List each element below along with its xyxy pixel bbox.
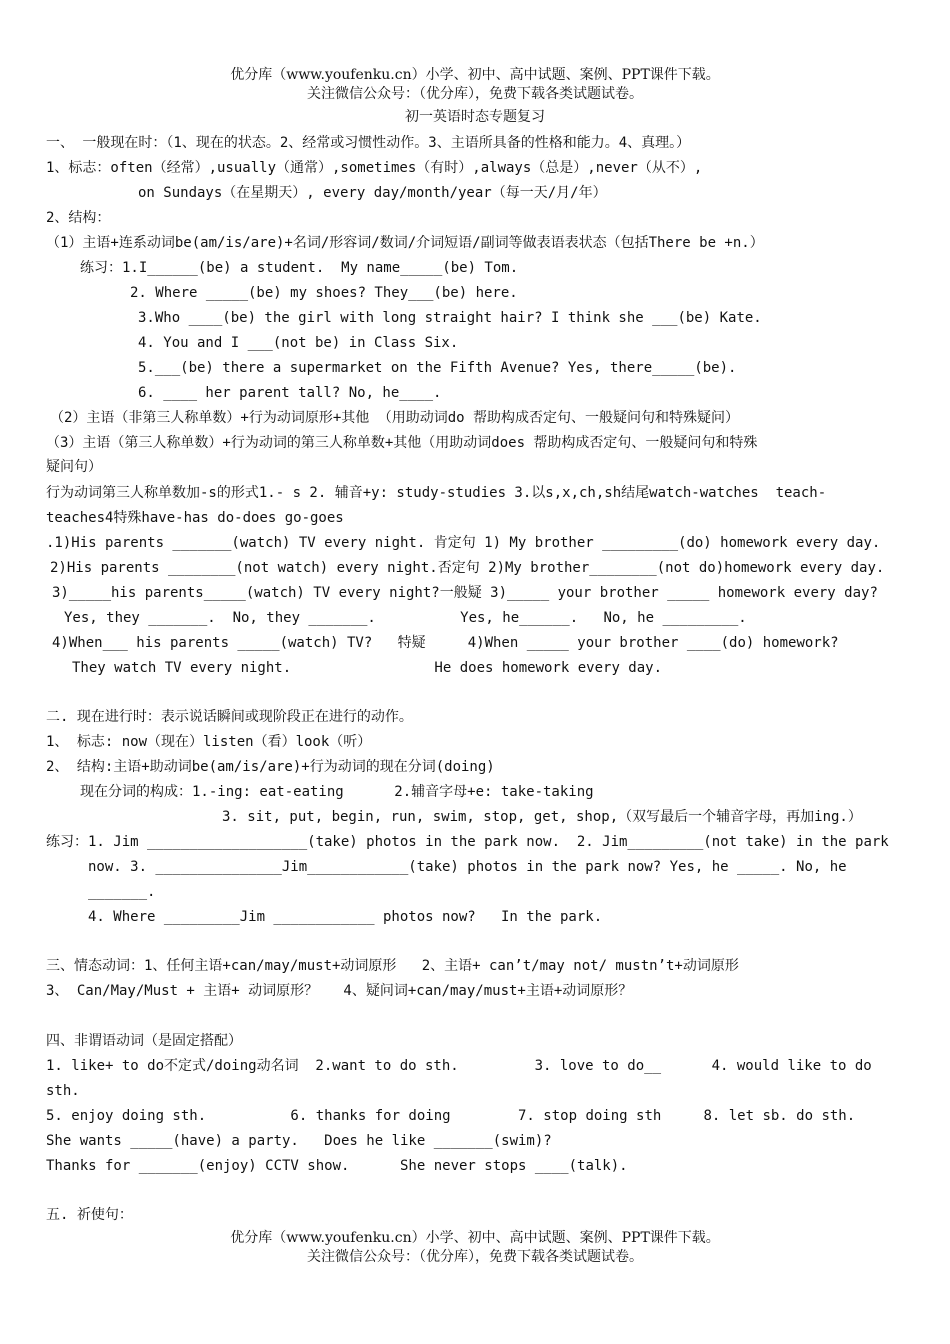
header-line-1: 优分库（www.youfenku.cn）小学、初中、高中试题、案例、PPT课件下载。: [230, 67, 720, 83]
exercise-line: 4)When___ his parents _____(watch) TV? 特疑 4)When _____ your brother ____(do) homework?: [52, 635, 839, 651]
text-line: 3、 Can/May/Must + 主语+ 动词原形？ 4、疑问词+can/may/must+主语+动词原形？: [46, 983, 633, 999]
exercise-line: She wants _____(have) a party. Does he like _______(swim)?: [46, 1133, 552, 1149]
exercise-line: 3)_____his parents_____(watch) TV every night?一般疑 3)_____ your brother _____ homework every day?: [52, 585, 878, 601]
exercise-line: 4. You and I ___(not be) in Class Six.: [138, 335, 459, 351]
exercise-line: 4. Where _________Jim ____________ photos now? In the park.: [88, 909, 603, 925]
exercise-line: 练习：1.I______(be) a student. My name_____(be) Tom.: [80, 260, 519, 276]
text-line: 2、 结构:主语+助动词be(am/is/are)+行为动词的现在分词(doing): [46, 759, 495, 775]
exercise-line: now. 3. _______________Jim____________(take) photos in the park now? Yes, he _____. No, he: [88, 859, 847, 875]
exercise-line: 2)His parents ________(not watch) every night.否定句 2)My brother________(not do)homework every day.: [50, 560, 885, 576]
section-2-heading: 二. 现在进行时：表示说话瞬间或现阶段正在进行的动作。: [46, 709, 413, 725]
exercise-line: Thanks for _______(enjoy) CCTV show. She never stops ____(talk).: [46, 1158, 628, 1174]
text-line: 3. sit, put, begin, run, swim, stop, get, shop,（双写最后一个辅音字母，再加ing.）: [222, 809, 862, 825]
section-3-heading: 三、情态动词：1、任何主语+can/may/must+动词原形 2、主语+ can’t/may not/ mustn’t+动词原形: [46, 958, 739, 974]
page-title: 初一英语时态专题复习: [405, 109, 545, 125]
exercise-line: Yes, they _______. No, they _______. Yes, he______. No, he _________.: [64, 610, 747, 626]
text-line: teaches4特殊have-has do-does go-goes: [46, 510, 344, 526]
footer-line-1: 优分库（www.youfenku.cn）小学、初中、高中试题、案例、PPT课件下载。: [230, 1230, 720, 1246]
header-line-2: 关注微信公众号：（优分库），免费下载各类试题试卷。: [307, 86, 643, 102]
exercise-line: 2. Where _____(be) my shoes? They___(be) here.: [130, 285, 518, 301]
exercise-line: _______.: [88, 884, 156, 900]
text-line: （2）主语（非第三人称单数）+行为动词原形+其他 （用助动词do 帮助构成否定句、一般疑问句和特殊疑问）: [50, 410, 739, 426]
exercise-line: 6. ____ her parent tall? No, he____.: [138, 385, 442, 401]
footer-line-2: 关注微信公众号：（优分库），免费下载各类试题试卷。: [307, 1249, 643, 1265]
exercise-line: 练习：1. Jim ___________________(take) photos in the park now. 2. Jim_________(not take) in the park: [46, 834, 889, 850]
section-1-heading: 一、 一般现在时：（1、现在的状态。2、经常或习惯性动作。3、主语所具备的性格和能力。4、真理。）: [46, 135, 691, 151]
text-line: 1、标志：often（经常）,usually（通常）,sometimes（有时）,always（总是）,never（从不）,: [46, 160, 703, 176]
text-line: 1. like+ to do不定式/doing动名词 2.want to do sth. 3. love to do__ 4. would like to do: [46, 1058, 872, 1074]
section-4-heading: 四、非谓语动词（是固定搭配）: [46, 1033, 242, 1049]
text-line: 疑问句）: [46, 459, 102, 475]
text-line: 现在分词的构成：1.-ing: eat-eating 2.辅音字母+e: take-taking: [80, 784, 594, 800]
text-line: 5. enjoy doing sth. 6. thanks for doing 7. stop doing sth 8. let sb. do sth.: [46, 1108, 856, 1124]
exercise-line: They watch TV every night. He does homework every day.: [72, 660, 663, 676]
text-line: （3）主语（第三人称单数）+行为动词的第三人称单数+其他（用助动词does 帮助构成否定句、一般疑问句和特殊: [46, 435, 758, 451]
text-line: 1、 标志: now（现在）listen（看）look（听）: [46, 734, 372, 750]
text-line: （1）主语+连系动词be(am/is/are)+名词/形容词/数词/介词短语/副词等做表语表状态（包括There be +n.）: [46, 235, 764, 251]
section-5-heading: 五. 祈使句：: [46, 1207, 133, 1223]
text-line: on Sundays（在星期天）, every day/month/year（每一天/月/年）: [138, 185, 607, 201]
text-line: 2、结构：: [46, 210, 111, 226]
exercise-line: 5.___(be) there a supermarket on the Fifth Avenue? Yes, there_____(be).: [138, 360, 737, 376]
text-line: 行为动词第三人称单数加-s的形式1.- s 2. 辅音+y: study-studies 3.以s,x,ch,sh结尾watch-watches teach-: [46, 485, 827, 501]
text-line: sth.: [46, 1083, 80, 1099]
exercise-line: 3.Who ____(be) the girl with long straight hair? I think she ___(be) Kate.: [138, 310, 762, 326]
exercise-line: .1)His parents _______(watch) TV every night. 肯定句 1) My brother _________(do) homework every day.: [46, 535, 881, 551]
